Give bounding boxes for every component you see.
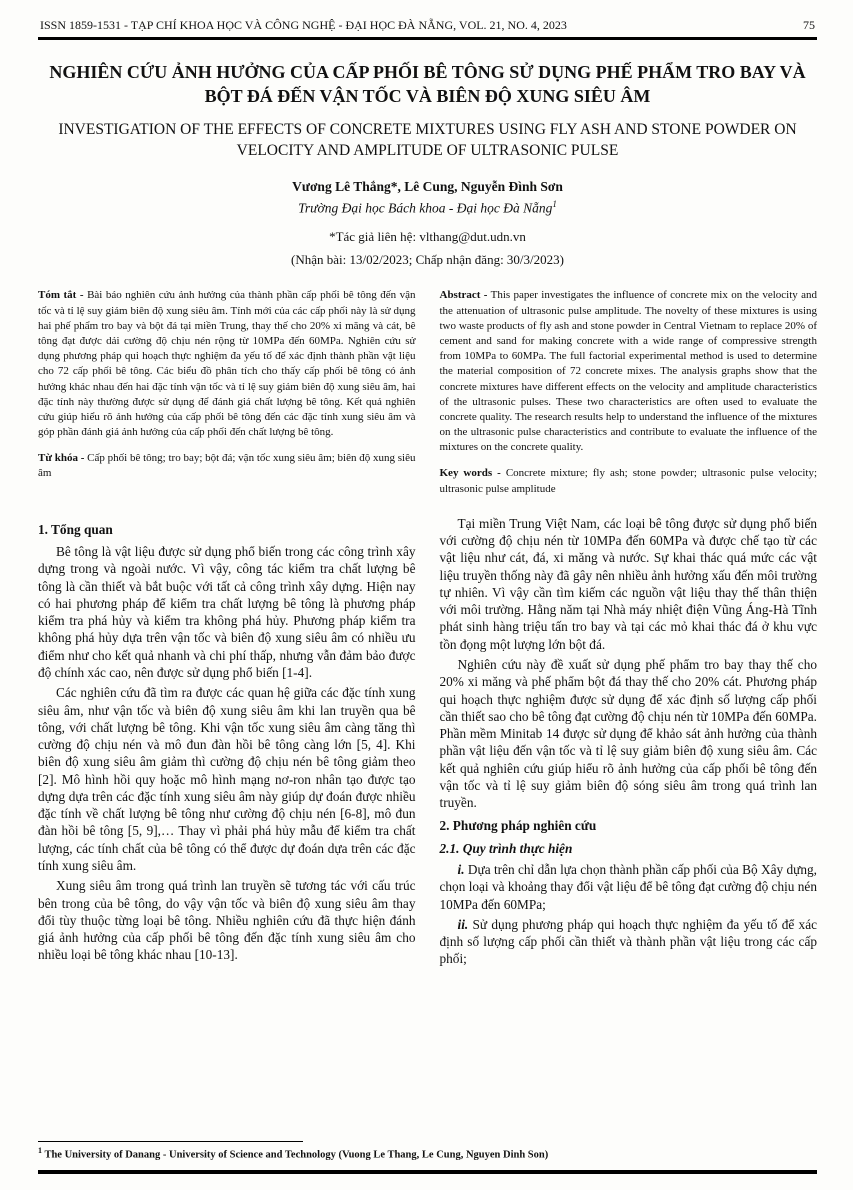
body-paragraph: Nghiên cứu này đề xuất sử dụng phế phẩm tro bay thay thế cho 20% xi măng và phế phẩm bột đá thay thế cho 20% cát. Phương pháp qui hoạch thực nghiệm được sử dụng để xác định số lượng cấp phối cần thiết sao cho bê tông đạt cường độ chịu nén từ 10MPa đến 60MPa. Phần mềm Minitab 14 được sử dụng để khảo sát ảnh hưởng của thành phần vật liệu đến vận tốc và tỉ lệ suy giảm biên độ xung siêu âm. Các kết quả nghiên cứu giúp hiểu rõ ảnh hưởng của cấp phối bê tông đến vận tốc và tỉ lệ suy giảm biên độ sóng siêu âm trong quá trình lan truyền.	[439, 656, 817, 811]
affiliation-footnote	[38, 1146, 817, 1161]
submission-dates-line: (Nhận bài: 13/02/2023; Chấp nhận đăng: 30/3/2023)	[291, 252, 564, 268]
page-header	[38, 16, 817, 40]
keywords-en-text: Concrete mixture; fly ash; stone powder; ultrasonic pulse velocity; ultrasonic pulse amplitude	[439, 467, 818, 495]
page-number: 75	[803, 18, 815, 32]
corresponding-author-line: *Tác giả liên hệ: vlthang@dut.udn.vn	[329, 229, 526, 245]
body-paragraph: Tại miền Trung Việt Nam, các loại bê tông được sử dụng phổ biến với cường độ chịu nén từ 10MPa đến 60MPa và được chế tạo từ các vật liệu như cát, đá, xi măng và nước. Sự khai thác quá mức các vật liệu truyền thống này đã gây nên nhiều ảnh hưởng xấu đến môi trường tự nhiên. Vì vậy cần tìm kiếm các nguồn vật liệu thay thế thân thiện với môi trường. Hằng năm tại Nhà máy nhiệt điện Vũng Áng-Hà Tĩnh phát sinh hàng triệu tấn tro bay và tại các mỏ khai thác đá ở khu vực tồn đọng một lượng lớn bột đá.	[439, 515, 817, 652]
procedure-item-i-text: Dựa trên chỉ dẫn lựa chọn thành phần cấp phối của Bộ Xây dựng, chọn loại và khoảng thay đổi vật liệu để bê tông đạt cường độ chịu nén 10MPa đến 60MPa;	[439, 862, 817, 912]
abstract-vi-paragraph	[38, 288, 416, 440]
abstract-en-column	[440, 288, 818, 496]
body-left-column	[38, 515, 416, 971]
authors-line: Vương Lê Thắng*, Lê Cung, Nguyễn Đình Sơn	[292, 178, 563, 194]
body-paragraph: Xung siêu âm trong quá trình lan truyền sẽ tương tác với cấu trúc bên trong của bê tông, do vậy vận tốc và biên độ xung siêu âm thay đổi tùy thuộc từng loại bê tông. Nhiều nghiên cứu đã thực hiện đánh giá ảnh hưởng của cấp phối bê tông đến đặc tính xung siêu âm cho nhiều loại bê tông khác nhau [10-13].	[38, 878, 416, 963]
procedure-item-i-marker: i.	[457, 862, 465, 878]
journal-issn-line: ISSN 1859-1531 - TẠP CHÍ KHOA HỌC VÀ CÔNG NGHỆ - ĐẠI HỌC ĐÀ NẴNG, VOL. 21, NO. 4, 2023	[40, 18, 567, 32]
abstract-section	[38, 288, 817, 496]
keywords-vi-text: Cấp phối bê tông; tro bay; bột đá; vận tốc xung siêu âm; biên độ xung siêu âm	[38, 452, 416, 480]
affiliation-footnote-marker: 1	[552, 198, 557, 209]
keywords-vi-paragraph	[38, 451, 416, 481]
page-footer	[38, 1141, 817, 1175]
body-right-column	[440, 515, 818, 971]
procedure-item-ii-marker: ii.	[457, 916, 469, 932]
abstract-en-label: Abstract -	[439, 289, 488, 302]
keywords-en-label: Key words -	[439, 467, 501, 480]
abstract-vi-column	[38, 288, 416, 496]
keywords-vi-label: Từ khóa -	[38, 452, 85, 465]
abstract-en-paragraph	[440, 288, 818, 455]
footnote-rule	[38, 1141, 303, 1142]
bottom-rule	[38, 1170, 817, 1174]
body-paragraph: Bê tông là vật liệu được sử dụng phổ biến trong các công trình xây dựng trong và ngoài nước. Vì vậy, công tác kiểm tra chất lượng bê tông là cần thiết và bắt buộc với tất cả công trình xây dựng. Hiện nay có hai phương pháp để kiểm tra chất lượng bê tông là phương pháp kiểm tra phá hủy và kiểm tra không phá hủy. Phương pháp kiểm tra không phá hủy dựa trên vận tốc và biên độ xung siêu âm có nhiều ưu điểm như cho kết quả nhanh và chi phí thấp, nhưng vẫn đảm bảo được độ chính xác cao, nên được sử dụng phổ biến [1-4].	[38, 543, 416, 680]
abstract-vi-label: Tóm tắt -	[38, 289, 84, 302]
affiliation-line	[38, 199, 817, 217]
footnote-marker: 1	[38, 1145, 42, 1155]
affiliation-text: Trường Đại học Bách khoa - Đại học Đà Nẵng	[298, 200, 553, 216]
header-rule	[38, 37, 817, 40]
abstract-vi-text: Bài báo nghiên cứu ảnh hưởng của thành phần cấp phối bê tông đến vận tốc và tỉ lệ suy giảm biên độ xung siêu âm. Tính mới của các cấp phối này là sử dụng hai phế phẩm tro bay và bột đá tại miền Trung, thay thế cho 20% xi măng và cát, bê tông đạt được dải cường độ chịu nén rộng từ 10MPa đến 60MPa. Nghiên cứu sử dụng phương pháp qui hoạch thực nghiệm đa yếu tố để xác định thành phần vật liệu cho 72 cấp phối bê tông. Các biểu đồ phân tích cho thấy cấp phối bê tông có ảnh hưởng khác nhau đến hai đặc tính vận tốc và tỉ lệ suy giảm biên độ xung siêu âm, hai đặc tính này thường được sử dụng để đánh giá chất lượng bê tông. Kết quả nghiên cứu giúp hiểu rõ ảnh hưởng của cấp phối bê tông đến các đặc tính xung siêu âm và góp phần đánh giá ảnh hưởng của cấp phối đến chất lượng bê tông.	[38, 289, 416, 439]
running-head	[38, 16, 817, 33]
article-title-en: INVESTIGATION OF THE EFFECTS OF CONCRETE MIXTURES USING FLY ASH AND STONE POWDER ON VELOCITY AND AMPLITUDE OF ULTRASONIC PULSE	[58, 120, 797, 160]
abstract-en-text: This paper investigates the influence of concrete mix on the velocity and the attenuation of ultrasonic pulse amplitude. The novelty of these mixtures is using two waste products of fly ash and stone powder in Central Vietnam to replace 20% of cement and sand for making concrete with a wide range of compressive strength from 10MPa to 60MPa. The full factorial experimental method is used to determine the material composition of 72 concrete mixes. The analysis graphs show that the concrete mixtures have different effects on the velocity and amplitude characteristics of the ultrasonic pulses. These two characteristics are often used to evaluate the concrete quality. The research results help to understand the influence of the mixtures on the ultrasonic pulse characteristics and contribute to evaluate the influence of the mixtures on the concrete quality.	[439, 289, 817, 454]
procedure-item-i	[440, 861, 818, 913]
article-title-vi: NGHIÊN CỨU ẢNH HƯỞNG CỦA CẤP PHỐI BÊ TÔNG SỬ DỤNG PHẾ PHẨM TRO BAY VÀ BỘT ĐÁ ĐẾN VẬN TỐC VÀ BIÊN ĐỘ XUNG SIÊU ÂM	[49, 62, 806, 107]
article-body	[38, 515, 817, 971]
keywords-en-paragraph	[440, 466, 818, 496]
section-2-heading: 2. Phương pháp nghiên cứu	[439, 818, 597, 834]
procedure-item-ii	[440, 916, 818, 968]
section-2-1-heading: 2.1. Quy trình thực hiện	[439, 840, 573, 856]
footnote-text: The University of Danang - University of Science and Technology (Vuong Le Thang, Le Cung, Nguyen Dinh Son)	[44, 1149, 549, 1160]
section-1-heading: 1. Tổng quan	[38, 521, 113, 537]
procedure-item-ii-text: Sử dụng phương pháp qui hoạch thực nghiệm đa yếu tố để xác định số lượng cấp phối cần thiết và thành phần vật liệu trong các cấp phối;	[439, 916, 818, 967]
body-paragraph: Các nghiên cứu đã tìm ra được các quan hệ giữa các đặc tính xung siêu âm, như vận tốc và biên độ xung siêu âm khi lan truyền qua bê tông, với chất lượng bê tông. Khi vận tốc xung siêu âm càng tăng thì cường độ chịu nén và mô đun đàn hồi bê tông càng lớn [5, 4]. Khi biên độ xung siêu âm giảm thì cường độ chịu nén bê tông giảm theo [2]. Mô hình hồi quy hoặc mô hình mạng nơ-ron nhân tạo được tạo dựng dựa trên các đặc tính xung siêu âm này giúp dự đoán được nhiều đặc tính về chất lượng bê tông như cường độ chịu nén [6-8], mô đun đàn hồi bê tông [5, 9],… Thay vì phải phá hủy mẫu để kiểm tra chất lượng, các tính chất của bê tông có thể được dự đoán dựa trên các đặc tính xung siêu âm.	[38, 685, 416, 874]
